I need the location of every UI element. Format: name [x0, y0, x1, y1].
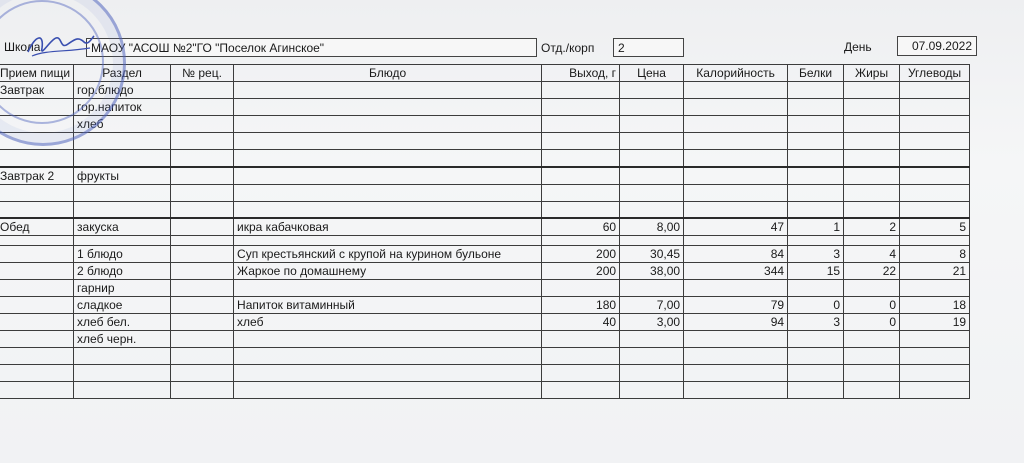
- kcal-cell: 84: [684, 246, 788, 263]
- meal-cell: [0, 280, 74, 297]
- dish-cell: [234, 201, 542, 218]
- protein-cell: 0: [788, 297, 844, 314]
- fat-cell: 2: [844, 218, 900, 236]
- protein-cell: 15: [788, 263, 844, 280]
- kcal-cell: [684, 167, 788, 185]
- recipe-cell: [171, 314, 234, 331]
- recipe-cell: [171, 236, 234, 246]
- price-cell: [620, 331, 684, 348]
- output-cell: 180: [542, 297, 620, 314]
- col-protein-header: Белки: [788, 65, 844, 82]
- output-cell: [542, 331, 620, 348]
- price-cell: [620, 280, 684, 297]
- protein-cell: 1: [788, 218, 844, 236]
- meal-cell: Завтрак: [0, 82, 74, 99]
- carb-cell: [900, 99, 970, 116]
- carb-cell: [900, 82, 970, 99]
- table-row: [0, 167, 970, 185]
- table-header-row: [0, 65, 970, 82]
- col-recipe-header: № рец.: [171, 65, 234, 82]
- section-cell: хлеб черн.: [74, 331, 171, 348]
- menu-table: [0, 64, 970, 399]
- section-cell: гор.блюдо: [74, 82, 171, 99]
- output-cell: 60: [542, 218, 620, 236]
- kcal-cell: [684, 365, 788, 382]
- price-cell: [620, 184, 684, 201]
- protein-cell: [788, 348, 844, 365]
- price-cell: [620, 348, 684, 365]
- protein-cell: [788, 184, 844, 201]
- table-row: [0, 218, 970, 236]
- protein-cell: [788, 150, 844, 167]
- section-cell: 1 блюдо: [74, 246, 171, 263]
- protein-cell: [788, 382, 844, 399]
- col-meal-header: Прием пищи: [0, 65, 74, 82]
- table-row: [0, 236, 970, 246]
- section-cell: [74, 184, 171, 201]
- output-cell: [542, 116, 620, 133]
- recipe-cell: [171, 218, 234, 236]
- output-cell: [542, 150, 620, 167]
- price-cell: [620, 236, 684, 246]
- carb-cell: [900, 167, 970, 185]
- carb-cell: [900, 331, 970, 348]
- fat-cell: [844, 365, 900, 382]
- dish-cell: [234, 331, 542, 348]
- col-section-header: Раздел: [74, 65, 171, 82]
- fat-cell: [844, 167, 900, 185]
- carb-cell: [900, 116, 970, 133]
- recipe-cell: [171, 99, 234, 116]
- price-cell: 3,00: [620, 314, 684, 331]
- kcal-cell: [684, 331, 788, 348]
- section-cell: [74, 348, 171, 365]
- table-row: [0, 382, 970, 399]
- fat-cell: [844, 133, 900, 150]
- table-row: [0, 246, 970, 263]
- section-cell: закуска: [74, 218, 171, 236]
- col-output-header: Выход, г: [542, 65, 620, 82]
- kcal-cell: [684, 201, 788, 218]
- school-name-field: МАОУ "АСОШ №2"ГО "Поселок Агинское": [86, 38, 537, 57]
- section-cell: [74, 133, 171, 150]
- recipe-cell: [171, 201, 234, 218]
- protein-cell: 3: [788, 314, 844, 331]
- carb-cell: 5: [900, 218, 970, 236]
- protein-cell: [788, 201, 844, 218]
- col-fat-header: Жиры: [844, 65, 900, 82]
- recipe-cell: [171, 116, 234, 133]
- protein-cell: [788, 99, 844, 116]
- menu-table-body: [0, 82, 970, 399]
- dish-cell: [234, 133, 542, 150]
- meal-cell: [0, 201, 74, 218]
- date-field: 07.09.2022: [897, 36, 977, 56]
- meal-cell: [0, 246, 74, 263]
- meal-cell: [0, 263, 74, 280]
- meal-cell: [0, 116, 74, 133]
- dish-cell: [234, 150, 542, 167]
- kcal-cell: 94: [684, 314, 788, 331]
- dish-cell: [234, 280, 542, 297]
- output-cell: 200: [542, 263, 620, 280]
- output-cell: 200: [542, 246, 620, 263]
- table-row: [0, 201, 970, 218]
- dish-cell: Напиток витаминный: [234, 297, 542, 314]
- carb-cell: 8: [900, 246, 970, 263]
- carb-cell: [900, 150, 970, 167]
- price-cell: [620, 365, 684, 382]
- meal-cell: [0, 297, 74, 314]
- price-cell: [620, 133, 684, 150]
- fat-cell: 22: [844, 263, 900, 280]
- meal-cell: [0, 99, 74, 116]
- recipe-cell: [171, 184, 234, 201]
- table-row: [0, 331, 970, 348]
- output-cell: [542, 280, 620, 297]
- table-row: [0, 150, 970, 167]
- fat-cell: [844, 99, 900, 116]
- meal-cell: [0, 236, 74, 246]
- price-cell: 30,45: [620, 246, 684, 263]
- recipe-cell: [171, 348, 234, 365]
- table-row: [0, 116, 970, 133]
- carb-cell: [900, 133, 970, 150]
- recipe-cell: [171, 263, 234, 280]
- section-cell: гор.напиток: [74, 99, 171, 116]
- protein-cell: [788, 331, 844, 348]
- dish-cell: [234, 167, 542, 185]
- carb-cell: 18: [900, 297, 970, 314]
- recipe-cell: [171, 297, 234, 314]
- section-cell: хлеб: [74, 116, 171, 133]
- meal-cell: Завтрак 2: [0, 167, 74, 185]
- output-cell: [542, 382, 620, 399]
- col-dish-header: Блюдо: [234, 65, 542, 82]
- price-cell: [620, 82, 684, 99]
- section-cell: [74, 236, 171, 246]
- fat-cell: [844, 280, 900, 297]
- output-cell: [542, 365, 620, 382]
- dish-cell: [234, 236, 542, 246]
- col-kcal-header: Калорийность: [684, 65, 788, 82]
- section-cell: [74, 201, 171, 218]
- kcal-cell: 47: [684, 218, 788, 236]
- protein-cell: [788, 82, 844, 99]
- output-cell: 40: [542, 314, 620, 331]
- meal-cell: [0, 365, 74, 382]
- kcal-cell: [684, 184, 788, 201]
- output-cell: [542, 201, 620, 218]
- meal-cell: [0, 184, 74, 201]
- kcal-cell: [684, 348, 788, 365]
- price-cell: 7,00: [620, 297, 684, 314]
- protein-cell: 3: [788, 246, 844, 263]
- section-cell: [74, 150, 171, 167]
- meal-cell: [0, 314, 74, 331]
- protein-cell: [788, 133, 844, 150]
- recipe-cell: [171, 246, 234, 263]
- price-cell: [620, 99, 684, 116]
- dish-cell: [234, 348, 542, 365]
- carb-cell: 21: [900, 263, 970, 280]
- protein-cell: [788, 280, 844, 297]
- table-row: [0, 99, 970, 116]
- fat-cell: [844, 382, 900, 399]
- fat-cell: [844, 348, 900, 365]
- output-cell: [542, 82, 620, 99]
- school-label: Школа: [4, 40, 41, 54]
- meal-cell: [0, 331, 74, 348]
- meal-cell: [0, 150, 74, 167]
- day-label: День: [844, 40, 872, 54]
- carb-cell: [900, 348, 970, 365]
- carb-cell: [900, 236, 970, 246]
- dish-cell: хлеб: [234, 314, 542, 331]
- fat-cell: [844, 184, 900, 201]
- dish-cell: [234, 365, 542, 382]
- table-row: [0, 82, 970, 99]
- section-cell: [74, 365, 171, 382]
- kcal-cell: [684, 133, 788, 150]
- price-cell: 8,00: [620, 218, 684, 236]
- dish-cell: Суп крестьянский с крупой на курином бульоне: [234, 246, 542, 263]
- table-row: [0, 184, 970, 201]
- meal-cell: [0, 133, 74, 150]
- section-cell: гарнир: [74, 280, 171, 297]
- price-cell: [620, 167, 684, 185]
- carb-cell: 19: [900, 314, 970, 331]
- recipe-cell: [171, 382, 234, 399]
- meal-cell: [0, 382, 74, 399]
- output-cell: [542, 133, 620, 150]
- output-cell: [542, 99, 620, 116]
- fat-cell: [844, 201, 900, 218]
- recipe-cell: [171, 82, 234, 99]
- fat-cell: [844, 116, 900, 133]
- price-cell: [620, 201, 684, 218]
- kcal-cell: [684, 99, 788, 116]
- fat-cell: [844, 236, 900, 246]
- recipe-cell: [171, 133, 234, 150]
- meal-cell: [0, 348, 74, 365]
- carb-cell: [900, 382, 970, 399]
- table-row: [0, 263, 970, 280]
- section-cell: хлеб бел.: [74, 314, 171, 331]
- fat-cell: 4: [844, 246, 900, 263]
- kcal-cell: 79: [684, 297, 788, 314]
- dept-label: Отд./корп: [541, 41, 595, 55]
- recipe-cell: [171, 280, 234, 297]
- kcal-cell: [684, 382, 788, 399]
- fat-cell: [844, 150, 900, 167]
- table-row: [0, 348, 970, 365]
- fat-cell: [844, 331, 900, 348]
- output-cell: [542, 236, 620, 246]
- dish-cell: Жаркое по домашнему: [234, 263, 542, 280]
- carb-cell: [900, 201, 970, 218]
- price-cell: [620, 150, 684, 167]
- output-cell: [542, 167, 620, 185]
- recipe-cell: [171, 150, 234, 167]
- price-cell: [620, 116, 684, 133]
- carb-cell: [900, 184, 970, 201]
- table-row: [0, 280, 970, 297]
- recipe-cell: [171, 365, 234, 382]
- price-cell: 38,00: [620, 263, 684, 280]
- meal-cell: Обед: [0, 218, 74, 236]
- dish-cell: [234, 99, 542, 116]
- dish-cell: [234, 82, 542, 99]
- section-cell: [74, 382, 171, 399]
- protein-cell: [788, 116, 844, 133]
- section-cell: фрукты: [74, 167, 171, 185]
- price-cell: [620, 382, 684, 399]
- dept-field: 2: [613, 38, 684, 57]
- fat-cell: [844, 82, 900, 99]
- section-cell: сладкое: [74, 297, 171, 314]
- kcal-cell: [684, 280, 788, 297]
- protein-cell: [788, 365, 844, 382]
- kcal-cell: [684, 236, 788, 246]
- dish-cell: [234, 382, 542, 399]
- fat-cell: 0: [844, 297, 900, 314]
- carb-cell: [900, 365, 970, 382]
- dish-cell: [234, 184, 542, 201]
- kcal-cell: [684, 116, 788, 133]
- recipe-cell: [171, 331, 234, 348]
- carb-cell: [900, 280, 970, 297]
- output-cell: [542, 184, 620, 201]
- table-row: [0, 133, 970, 150]
- kcal-cell: [684, 82, 788, 99]
- table-row: [0, 314, 970, 331]
- table-row: [0, 365, 970, 382]
- output-cell: [542, 348, 620, 365]
- dish-cell: икра кабачковая: [234, 218, 542, 236]
- col-price-header: Цена: [620, 65, 684, 82]
- section-cell: 2 блюдо: [74, 263, 171, 280]
- protein-cell: [788, 236, 844, 246]
- protein-cell: [788, 167, 844, 185]
- kcal-cell: [684, 150, 788, 167]
- fat-cell: 0: [844, 314, 900, 331]
- table-row: [0, 297, 970, 314]
- dish-cell: [234, 116, 542, 133]
- col-carb-header: Углеводы: [900, 65, 970, 82]
- recipe-cell: [171, 167, 234, 185]
- kcal-cell: 344: [684, 263, 788, 280]
